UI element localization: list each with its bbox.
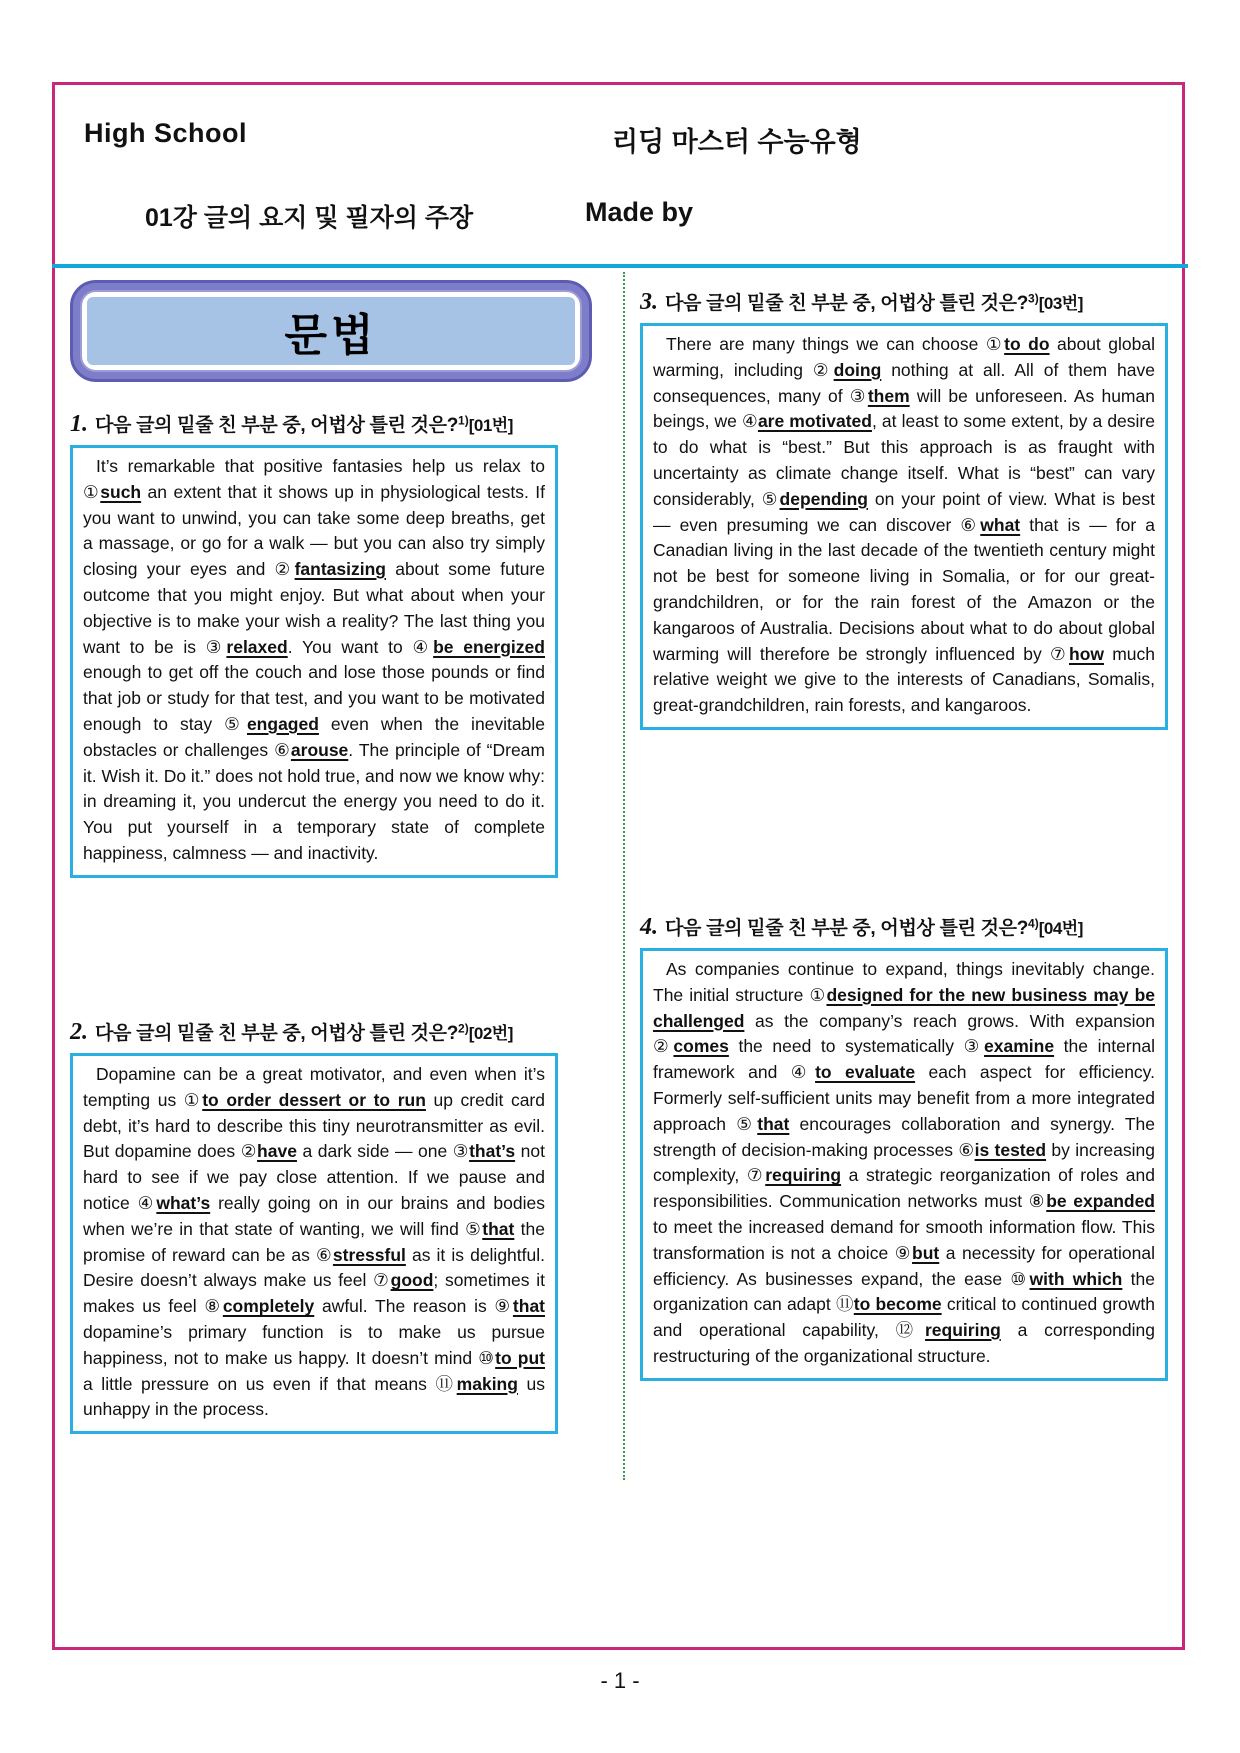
header-series-title: 리딩 마스터 수능유형	[612, 127, 862, 157]
underlined-option-⑧: ⑧completely	[204, 1296, 315, 1317]
underlined-option-⑨: ⑨but	[894, 1242, 940, 1263]
underlined-option-⑨: ⑨that	[494, 1296, 545, 1317]
underlined-option-⑧: ⑧be expanded	[1028, 1191, 1155, 1212]
question-prompt: 다음 글의 밑줄 친 부분 중, 어법상 틀린 것은?	[95, 415, 459, 436]
question-2-header	[70, 1018, 558, 1046]
header-school-title: High School	[84, 118, 247, 148]
underlined-option-⑤: ⑤engaged	[224, 713, 319, 734]
question-number: 2.	[70, 1019, 88, 1045]
underlined-option-⑥: ⑥arouse	[274, 739, 349, 760]
underlined-option-⑦: ⑦requiring	[746, 1165, 842, 1186]
question-prompt: 다음 글의 밑줄 친 부분 중, 어법상 틀린 것은?	[665, 293, 1029, 314]
question-footnote-mark: 1)	[458, 413, 469, 428]
section-title-inner-ring	[80, 290, 582, 372]
question-3	[640, 288, 1168, 730]
question-prompt: 다음 글의 밑줄 친 부분 중, 어법상 틀린 것은?	[95, 1023, 459, 1044]
underlined-option-③: ③examine	[963, 1036, 1055, 1057]
underlined-option-⑤: ⑤that	[465, 1218, 515, 1239]
question-prompt: 다음 글의 밑줄 친 부분 중, 어법상 틀린 것은?	[665, 918, 1029, 939]
question-source-tag: [03번]	[1038, 294, 1083, 313]
header-made-by: Made by	[585, 197, 694, 227]
underlined-option-⑥: ⑥is tested	[958, 1139, 1047, 1160]
question-source-tag: [02번]	[468, 1024, 513, 1043]
question-1-header	[70, 410, 558, 438]
page-number: - 1 -	[600, 1668, 640, 1693]
underlined-option-①: ①to order dessert or to run	[183, 1089, 426, 1110]
underlined-option-⑪: ⑪to become	[835, 1294, 942, 1315]
passage-box-2: Dopamine can be a great motivator, and even when it’s tempting us ①to order dessert or to run up credit card debt, it’s hard to describe this tiny neurotransmitter as evil. But dopamine does ②have a dark side — one ③that’s not hard to see if we pay close attention. If we pause and notice ④what’s really going on in our brains and bodies when we’re in that state of wanting, we will find ⑤that the promise of reward can be as ⑥stressful as it is delightful. Desire doesn’t always make us feel ⑦good; sometimes it makes us feel ⑧completely awful. The reason is ⑨that dopamine’s primary function is to make us pursue happiness, not to make us happy. It doesn’t mind ⑩to put a little pressure on us even if that means ⑪making us unhappy in the process.	[70, 1053, 558, 1434]
underlined-option-⑩: ⑩with which	[1010, 1268, 1123, 1289]
underlined-option-⑤: ⑤depending	[761, 488, 868, 509]
underlined-option-⑦: ⑦how	[1049, 643, 1104, 664]
section-title: 문법	[87, 297, 575, 365]
underlined-option-③: ③that’s	[452, 1141, 516, 1162]
question-4	[640, 913, 1168, 1381]
underlined-option-①: ①designed for the new business may be challenged	[653, 984, 1155, 1031]
header-lesson-title: 01강 글의 요지 및 필자의 주장	[145, 204, 474, 232]
passage-box-1: It’s remarkable that positive fantasies help us relax to ①such an extent that it shows up in physiological tests. If you want to unwind, you can take some deep breaths, get a massage, or go for a walk — but you can also try simply closing your eyes and ②fantasizing about some future outcome that you might enjoy. But what about when your objective is to make your wish a reality? The last thing you want to be is ③relaxed. You want to ④be energized enough to get off the couch and lose those pounds or find that job or study for that test, and you want to be motivated enough to stay ⑤engaged even when the inevitable obstacles or challenges ⑥arouse. The principle of “Dream it. Wish it. Do it.” does not hold true, and now we know why: in dreaming it, you undercut the energy you need to do it. You put yourself in a temporary state of complete happiness, calmness — and inactivity.	[70, 445, 558, 878]
header-divider-rule	[52, 264, 1188, 268]
underlined-option-②: ②have	[240, 1141, 297, 1162]
question-footnote-mark: 3)	[1028, 291, 1039, 306]
underlined-option-④: ④are motivated	[742, 411, 872, 432]
question-4-header	[640, 913, 1168, 941]
column-divider	[623, 272, 625, 1480]
question-source-tag: [01번]	[468, 416, 513, 435]
question-source-tag: [04번]	[1038, 919, 1083, 938]
underlined-option-③: ③relaxed	[205, 636, 288, 657]
question-footnote-mark: 2)	[458, 1021, 469, 1036]
underlined-option-⑪: ⑪making	[435, 1373, 518, 1394]
question-number: 3.	[640, 289, 658, 315]
underlined-option-②: ②comes	[653, 1036, 729, 1057]
underlined-option-④: ④be energized	[412, 636, 545, 657]
passage-box-3: There are many things we can choose ①to do about global warming, including ②doing nothing at all. All of them have consequences, many of ③them will be unforeseen. As human beings, we ④are motivated, at least to some extent, by a desire to do what is “best.” But this approach is as fraught with uncertainty as climate change itself. What is “best” can vary considerably, ⑤depending on your point of view. What is best — even presuming we can discover ⑥what that is — for a Canadian living in the last decade of the twentieth century might not be best for someone living in Somalia, or for our great-grandchildren, or for the rain forest of the Amazon or the kangaroos of Australia. Decisions about what to do about global warming will therefore be strongly influenced by ⑦how much relative weight we give to the interests of Canadians, Somalis, great-grandchildren, rain forests, and kangaroos.	[640, 323, 1168, 730]
underlined-option-⑫: ⑫requiring	[895, 1320, 1001, 1341]
question-2	[70, 1018, 558, 1434]
underlined-option-③: ③them	[849, 385, 910, 406]
underlined-option-⑥: ⑥what	[960, 514, 1021, 535]
underlined-option-⑦: ⑦good	[373, 1270, 434, 1291]
underlined-option-②: ②doing	[812, 359, 882, 380]
question-number: 4.	[640, 914, 658, 940]
passage-box-4: As companies continue to expand, things inevitably change. The initial structure ①designed for the new business may be challenged as the company’s reach grows. With expansion ②comes the need to systematically ③examine the internal framework and ④to evaluate each aspect for efficiency. Formerly self-sufficient units may benefit from a more integrated approach ⑤that encourages collaboration and synergy. The strength of decision-making processes ⑥is tested by increasing complexity, ⑦requiring a strategic reorganization of roles and responsibilities. Communication networks must ⑧be expanded to meet the increased demand for smooth information flow. This transformation is not a choice ⑨but a necessity for operational efficiency. As businesses expand, the ease ⑩with which the organization can adapt ⑪to become critical to continued growth and operational capability, ⑫requiring a corresponding restructuring of the organizational structure.	[640, 948, 1168, 1381]
question-footnote-mark: 4)	[1028, 916, 1039, 931]
underlined-option-⑩: ⑩to put	[478, 1347, 545, 1368]
underlined-option-⑥: ⑥stressful	[316, 1244, 406, 1265]
question-1	[70, 410, 558, 878]
underlined-option-①: ①such	[83, 481, 142, 502]
underlined-option-②: ②fantasizing	[274, 559, 386, 580]
underlined-option-①: ①to do	[985, 334, 1050, 354]
question-number: 1.	[70, 411, 88, 437]
underlined-option-⑤: ⑤that	[736, 1113, 790, 1134]
underlined-option-④: ④to evaluate	[790, 1062, 916, 1083]
section-title-box	[70, 280, 592, 382]
question-3-header	[640, 288, 1168, 316]
underlined-option-④: ④what’s	[137, 1192, 211, 1213]
